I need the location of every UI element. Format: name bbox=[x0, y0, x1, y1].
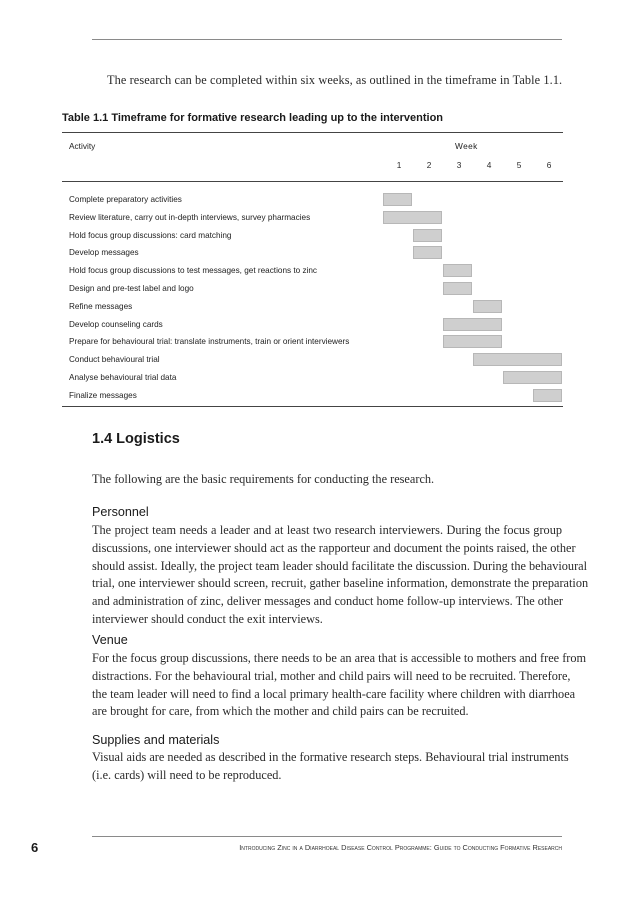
paragraph-line: The following are the basic requirements for conducting the research. bbox=[92, 472, 435, 486]
activity-label: Hold focus group discussions: card matching bbox=[69, 230, 232, 240]
timeline-bar bbox=[443, 264, 472, 277]
venue-paragraph bbox=[92, 650, 587, 721]
paragraph-line: should assist. Ideally, the project team leader should facilitate the discussion. During the behavioural bbox=[92, 558, 588, 573]
activity-row bbox=[62, 333, 563, 351]
week-number: 3 bbox=[456, 160, 462, 170]
activity-label: Complete preparatory activities bbox=[69, 195, 182, 204]
table-top-rule bbox=[62, 132, 563, 133]
personnel-heading: Personnel bbox=[92, 505, 149, 519]
week-number: 4 bbox=[486, 160, 492, 170]
activity-label: Finalize messages bbox=[69, 390, 137, 400]
timeline-bar bbox=[383, 211, 442, 224]
activity-column-header: Activity bbox=[69, 141, 96, 151]
table-title: Table 1.1 Timeframe for formative research leading up to the intervention bbox=[62, 112, 444, 124]
intro-paragraph: The research can be completed within six weeks, as outlined in the timeframe in Table 1.1. bbox=[107, 73, 563, 87]
venue-heading: Venue bbox=[92, 633, 128, 647]
paragraph-line: are brought for care, from which the mother and child pairs can be recruited. bbox=[92, 704, 469, 719]
timeline-bar bbox=[383, 193, 412, 206]
supplies-paragraph bbox=[92, 749, 569, 785]
activity-row bbox=[62, 369, 563, 387]
activity-row bbox=[62, 191, 563, 209]
timeline-bar bbox=[533, 389, 562, 402]
activity-row bbox=[62, 316, 563, 334]
table-header-rule bbox=[62, 181, 563, 182]
table-bottom-rule bbox=[62, 406, 563, 407]
timeline-bar bbox=[443, 282, 472, 295]
logistics-intro bbox=[92, 471, 562, 489]
week-number: 2 bbox=[426, 160, 432, 170]
paragraph-line: The project team needs a leader and at least two research interviewers. During the focus group bbox=[92, 523, 562, 537]
week-number: 5 bbox=[516, 160, 522, 170]
section-heading: 1.4 Logistics bbox=[92, 431, 180, 447]
header-rule bbox=[92, 39, 562, 40]
activity-label: Conduct behavioural trial bbox=[69, 355, 160, 365]
personnel-paragraph bbox=[92, 522, 589, 629]
paragraph-line: Visual aids are needed as described in the formative research steps. Behavioural trial instruments bbox=[92, 750, 569, 764]
activity-row bbox=[62, 351, 563, 369]
timeline-bar bbox=[413, 246, 442, 259]
activity-label: Hold focus group discussions to test messages, get reactions to zinc bbox=[69, 266, 318, 276]
paragraph-line: interviewer should conduct the exit interviews. bbox=[92, 611, 323, 626]
activity-label: Review literature, carry out in-depth interviews, survey pharmacies bbox=[69, 212, 311, 222]
activity-row bbox=[62, 280, 563, 298]
activity-row bbox=[62, 298, 563, 316]
activity-row bbox=[62, 227, 563, 245]
activity-label: Refine messages bbox=[69, 301, 133, 311]
paragraph-line: distractions. For the behavioural trial, mother and child pairs will need to be recruited. Therefore, bbox=[92, 668, 571, 683]
timeline-bar bbox=[413, 229, 442, 242]
paragraph-line: and administration of zinc, deliver messages and conduct home follow-up interviews. The other bbox=[92, 594, 564, 609]
running-footer: Introducing Zinc in a Diarrhoeal Disease Control Programme: Guide to Conducting Formative Research bbox=[239, 843, 562, 852]
activity-row bbox=[62, 209, 563, 227]
timeline-bar bbox=[503, 371, 562, 384]
paragraph-line: the team leader will need to find a local primary health-care facility where children with diarrhoea bbox=[92, 686, 576, 701]
activity-label: Analyse behavioural trial data bbox=[69, 373, 177, 382]
activity-row bbox=[62, 387, 563, 405]
week-number: 6 bbox=[546, 160, 552, 170]
paragraph-line: For the focus group discussions, there needs to be an area that is accessible to mothers and free from bbox=[92, 651, 587, 665]
timeline-bar bbox=[443, 318, 502, 331]
week-number: 1 bbox=[396, 160, 402, 170]
timeline-bar bbox=[443, 335, 502, 348]
activity-label: Develop counseling cards bbox=[69, 319, 163, 329]
page-number: 6 bbox=[31, 840, 39, 855]
week-column-header: Week bbox=[455, 141, 478, 151]
activity-row bbox=[62, 244, 563, 262]
activity-label: Prepare for behavioural trial: translate instruments, train or orient interviewers bbox=[69, 337, 350, 347]
activity-label: Develop messages bbox=[69, 248, 139, 258]
timeline-bar bbox=[473, 300, 502, 313]
activity-row bbox=[62, 262, 563, 280]
paragraph-line: (i.e. cards) will need to be reproduced. bbox=[92, 767, 282, 782]
supplies-heading: Supplies and materials bbox=[92, 733, 220, 747]
paragraph-line: discussions, one interviewer should act as the rapporteur and document the points raised, the other bbox=[92, 540, 576, 555]
paragraph-line: trial, one interviewer should screen, recruit, gather baseline information, demonstrate the preparation bbox=[92, 576, 589, 591]
activity-label: Design and pre-test label and logo bbox=[69, 284, 194, 293]
timeline-bar bbox=[473, 353, 562, 366]
footer-rule bbox=[92, 836, 562, 837]
